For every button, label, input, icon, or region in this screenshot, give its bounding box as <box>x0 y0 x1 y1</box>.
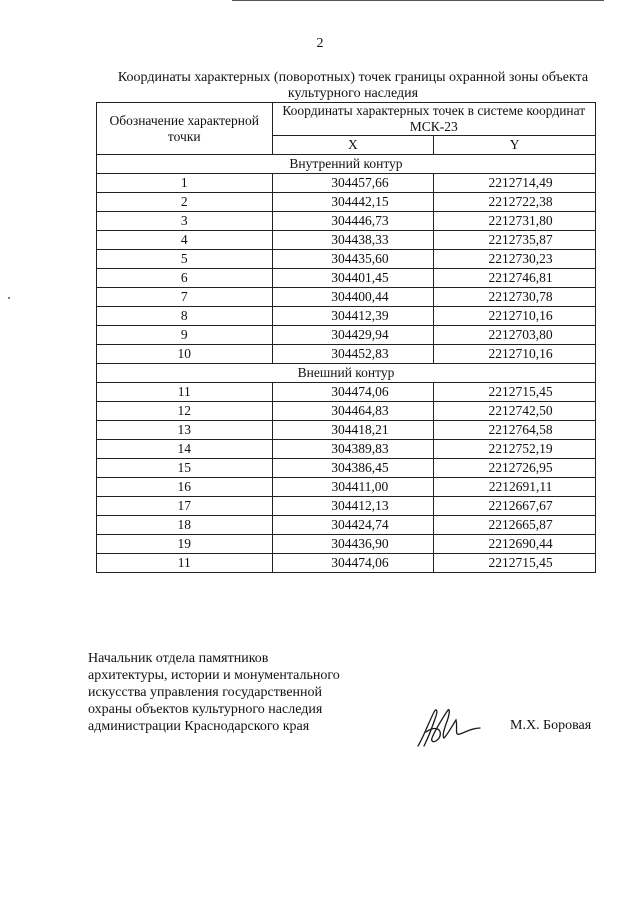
table-row <box>97 535 596 554</box>
x-cell: 304457,66 <box>272 174 434 193</box>
title-line-2: культурного наследия <box>287 86 419 101</box>
point-cell: 16 <box>97 478 273 497</box>
y-cell: 2212726,95 <box>434 459 596 478</box>
table-row <box>97 478 596 497</box>
scan-top-line <box>232 0 604 1</box>
table-row <box>97 326 596 345</box>
point-cell: 6 <box>97 269 273 288</box>
coordinates-table <box>96 102 596 573</box>
x-cell: 304401,45 <box>272 269 434 288</box>
position-line-2: архитектуры, истории и монументального <box>88 668 340 683</box>
point-cell: 2 <box>97 193 273 212</box>
table-row <box>97 212 596 231</box>
section-row <box>97 155 596 174</box>
y-cell: 2212746,81 <box>434 269 596 288</box>
point-cell: 13 <box>97 421 273 440</box>
y-cell: 2212710,16 <box>434 345 596 364</box>
table-row <box>97 383 596 402</box>
point-cell: 12 <box>97 402 273 421</box>
signature-block <box>88 650 388 735</box>
header-point-designation: Обозначение характерной точки <box>97 103 273 155</box>
point-cell: 11 <box>97 383 273 402</box>
x-cell: 304412,39 <box>272 307 434 326</box>
y-cell: 2212714,49 <box>434 174 596 193</box>
signer-name: М.Х. Боровая <box>510 718 592 733</box>
point-cell: 14 <box>97 440 273 459</box>
y-cell: 2212710,16 <box>434 307 596 326</box>
header-coordinates: Координаты характерных точек в системе координат МСК-23 <box>272 103 595 136</box>
y-cell: 2212703,80 <box>434 326 596 345</box>
y-cell: 2212764,58 <box>434 421 596 440</box>
point-cell: 3 <box>97 212 273 231</box>
x-cell: 304452,83 <box>272 345 434 364</box>
x-cell: 304429,94 <box>272 326 434 345</box>
x-cell: 304400,44 <box>272 288 434 307</box>
y-cell: 2212690,44 <box>434 535 596 554</box>
point-cell: 9 <box>97 326 273 345</box>
table-body <box>97 155 596 573</box>
position-line-1: Начальник отдела памятников <box>88 651 269 666</box>
table-row <box>97 459 596 478</box>
table-row <box>97 288 596 307</box>
table-row <box>97 193 596 212</box>
table-row <box>97 516 596 535</box>
y-cell: 2212667,67 <box>434 497 596 516</box>
x-cell: 304464,83 <box>272 402 434 421</box>
position-line-4: охраны объектов культурного наследия <box>88 702 323 717</box>
header-y: Y <box>434 136 596 155</box>
y-cell: 2212730,78 <box>434 288 596 307</box>
table-row <box>97 554 596 573</box>
scan-speck <box>8 297 10 299</box>
table-row <box>97 250 596 269</box>
y-cell: 2212715,45 <box>434 383 596 402</box>
x-cell: 304474,06 <box>272 554 434 573</box>
point-cell: 7 <box>97 288 273 307</box>
x-cell: 304446,73 <box>272 212 434 231</box>
section-row <box>97 364 596 383</box>
x-cell: 304438,33 <box>272 231 434 250</box>
position-line-5: администрации Краснодарского края <box>88 719 310 734</box>
y-cell: 2212742,50 <box>434 402 596 421</box>
page-number: 2 <box>316 36 324 51</box>
x-cell: 304389,83 <box>272 440 434 459</box>
point-cell: 11 <box>97 554 273 573</box>
x-cell: 304411,00 <box>272 478 434 497</box>
point-cell: 5 <box>97 250 273 269</box>
point-cell: 19 <box>97 535 273 554</box>
section-label: Внешний контур <box>97 364 596 383</box>
table-row <box>97 345 596 364</box>
table-row <box>97 497 596 516</box>
x-cell: 304386,45 <box>272 459 434 478</box>
point-cell: 10 <box>97 345 273 364</box>
y-cell: 2212722,38 <box>434 193 596 212</box>
x-cell: 304418,21 <box>272 421 434 440</box>
table-row <box>97 174 596 193</box>
point-cell: 18 <box>97 516 273 535</box>
title-line-1: Координаты характерных (поворотных) точек границы охранной зоны объекта <box>117 70 589 85</box>
table-row <box>97 307 596 326</box>
y-cell: 2212731,80 <box>434 212 596 231</box>
point-cell: 1 <box>97 174 273 193</box>
position-line-3: искусства управления государственной <box>88 685 323 700</box>
header-x: X <box>272 136 434 155</box>
document-title <box>92 70 614 102</box>
x-cell: 304474,06 <box>272 383 434 402</box>
section-label: Внутренний контур <box>97 155 596 174</box>
table-row <box>97 402 596 421</box>
point-cell: 15 <box>97 459 273 478</box>
x-cell: 304442,15 <box>272 193 434 212</box>
x-cell: 304436,90 <box>272 535 434 554</box>
table-row <box>97 440 596 459</box>
handwritten-signature <box>414 706 494 750</box>
table-row <box>97 421 596 440</box>
table-row <box>97 231 596 250</box>
x-cell: 304424,74 <box>272 516 434 535</box>
y-cell: 2212752,19 <box>434 440 596 459</box>
point-cell: 17 <box>97 497 273 516</box>
y-cell: 2212735,87 <box>434 231 596 250</box>
point-cell: 4 <box>97 231 273 250</box>
x-cell: 304412,13 <box>272 497 434 516</box>
x-cell: 304435,60 <box>272 250 434 269</box>
point-cell: 8 <box>97 307 273 326</box>
y-cell: 2212730,23 <box>434 250 596 269</box>
y-cell: 2212715,45 <box>434 554 596 573</box>
y-cell: 2212691,11 <box>434 478 596 497</box>
y-cell: 2212665,87 <box>434 516 596 535</box>
table-row <box>97 269 596 288</box>
